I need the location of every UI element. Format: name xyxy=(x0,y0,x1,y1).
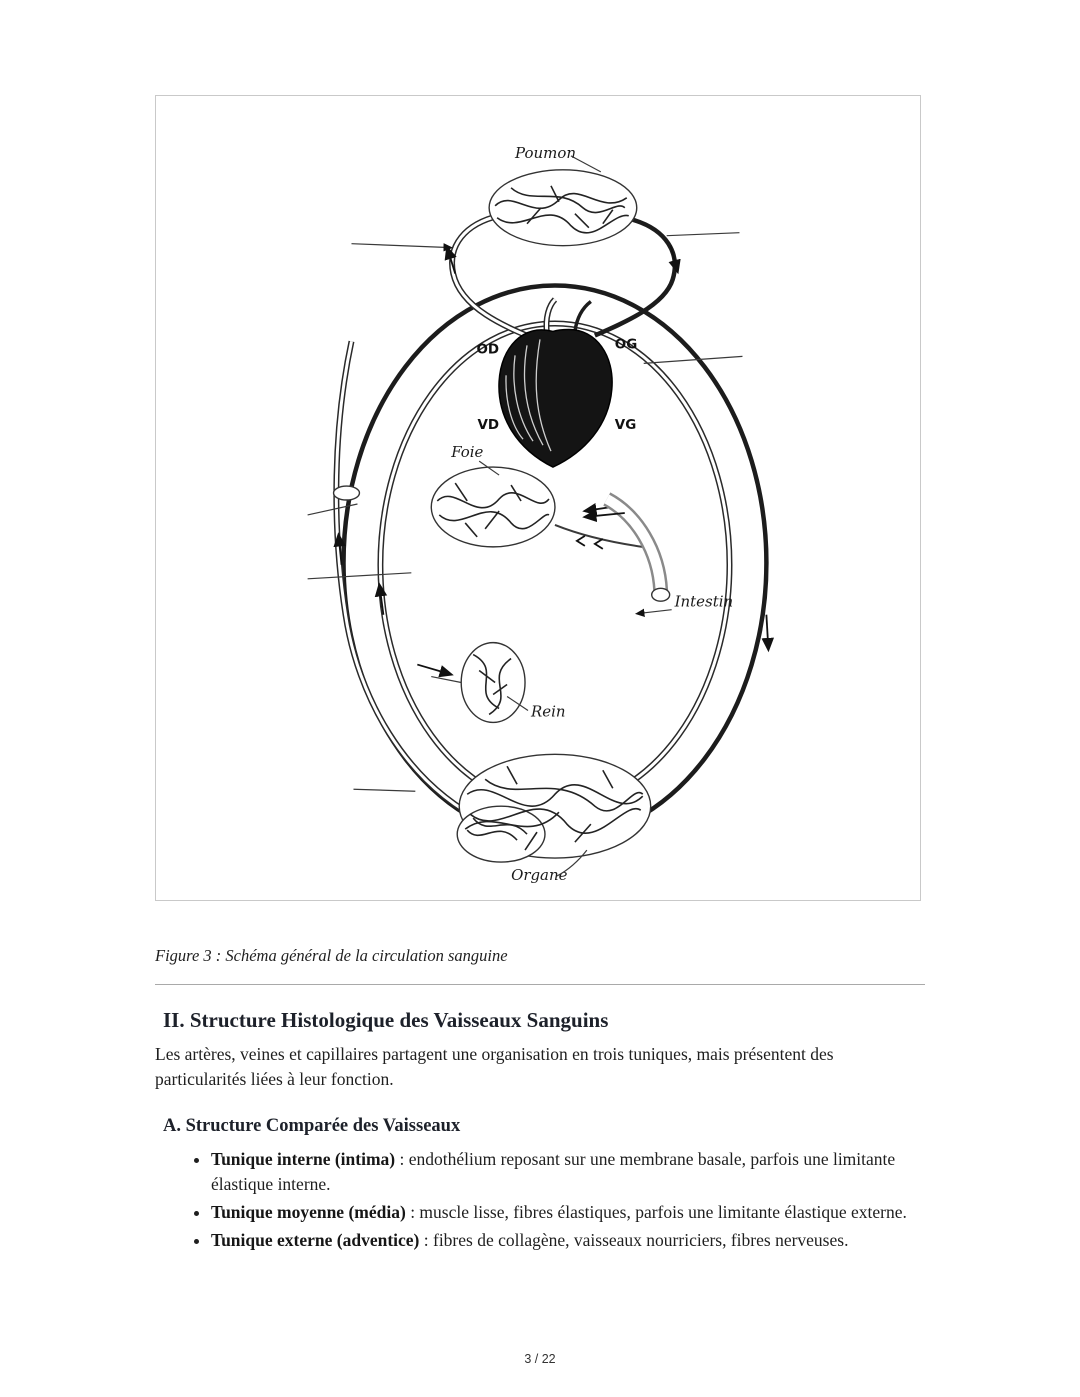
bullet-rest: : muscle lisse, fibres élastiques, parfois une limitante élastique externe. xyxy=(405,1202,907,1223)
subsection-title: A. Structure Comparée des Vaisseaux xyxy=(163,1116,461,1137)
section-title: II. Structure Histologique des Vaisseaux Sanguins xyxy=(163,1008,609,1032)
bullet-lead: Tunique interne (intima) xyxy=(211,1149,396,1170)
circulation-diagram xyxy=(156,96,920,900)
page-number: 3 / 22 xyxy=(524,1352,556,1366)
figure-frame xyxy=(155,95,921,901)
list-item xyxy=(211,1200,911,1225)
tunique-list xyxy=(155,1147,911,1253)
label-vd: VD xyxy=(477,418,500,434)
label-vg: VG xyxy=(614,418,637,434)
bullet-rest: : fibres de collagène, vaisseaux nourriciers, fibres nerveuses. xyxy=(419,1230,849,1251)
section-intro: Les artères, veines et capillaires partagent une organisation en trois tuniques, mais présentent des particularités liées à leur fonction. xyxy=(155,1044,834,1090)
label-foie: Foie xyxy=(451,443,484,462)
kidney-network xyxy=(417,643,525,723)
list-item xyxy=(211,1228,911,1253)
label-intestin: Intestin xyxy=(674,592,734,611)
figure-caption: Figure 3 : Schéma général de la circulation sanguine xyxy=(155,946,508,965)
label-rein: Rein xyxy=(531,702,566,721)
bullet-lead: Tunique externe (adventice) xyxy=(211,1230,420,1251)
lung-network xyxy=(489,170,637,246)
liver-network xyxy=(431,467,555,547)
label-organe: Organe xyxy=(511,866,568,884)
list-item xyxy=(211,1147,911,1197)
main-content xyxy=(155,1008,921,1256)
section-divider xyxy=(155,984,925,985)
label-poumon: Poumon xyxy=(515,143,576,162)
label-od: OD xyxy=(476,342,500,358)
organ-network xyxy=(457,754,650,862)
label-og: OG xyxy=(614,337,638,353)
bullet-lead: Tunique moyenne (média) xyxy=(211,1202,406,1223)
bullet-rest: : endothélium reposant sur une membrane basale, parfois une limitante élastique interne. xyxy=(211,1149,896,1195)
